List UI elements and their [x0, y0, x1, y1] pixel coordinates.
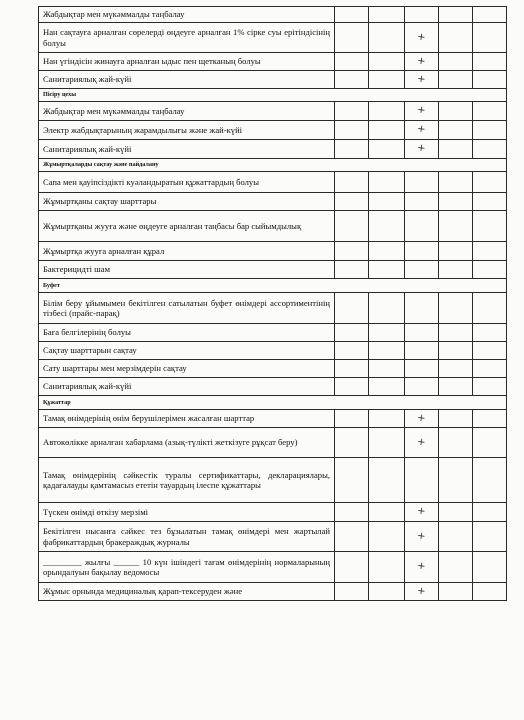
check-mark-cell: [405, 324, 439, 342]
checklist-item-text: Санитариялық жай-күйі: [39, 140, 335, 159]
check-mark-cell: [405, 583, 439, 601]
check-mark-cell: [405, 121, 439, 140]
empty-cell: [473, 324, 507, 342]
section-header-row: [39, 396, 507, 410]
empty-cell: [369, 342, 405, 360]
checklist-row: [39, 172, 507, 193]
check-mark-cell: [405, 410, 439, 428]
empty-cell: [473, 71, 507, 89]
checklist-item-text: Жұмыртқаны жууға және өңдеуге арналған таңбасы бар сыйымдылық: [39, 211, 335, 242]
checklist-item-text: Түскен өнімді өткізу мерзімі: [39, 503, 335, 522]
check-mark-cell: [405, 378, 439, 396]
checklist-row: [39, 428, 507, 458]
checklist-row: [39, 53, 507, 71]
checklist-row: [39, 242, 507, 261]
empty-cell: [439, 583, 473, 601]
empty-cell: [369, 360, 405, 378]
empty-cell: [473, 410, 507, 428]
section-header-row: [39, 279, 507, 293]
checklist-row: [39, 23, 507, 53]
empty-cell: [369, 23, 405, 53]
empty-cell: [335, 211, 369, 242]
check-mark-cell: [405, 428, 439, 458]
check-mark-cell: [405, 342, 439, 360]
empty-cell: [335, 428, 369, 458]
check-mark-cell: [405, 23, 439, 53]
checklist-item-text: Санитариялық жай-күйі: [39, 71, 335, 89]
plus-mark: +: [416, 31, 427, 44]
empty-cell: [369, 522, 405, 552]
empty-cell: [473, 360, 507, 378]
empty-cell: [473, 53, 507, 71]
empty-cell: [369, 503, 405, 522]
empty-cell: [439, 324, 473, 342]
empty-cell: [473, 193, 507, 211]
empty-cell: [473, 172, 507, 193]
empty-cell: [369, 7, 405, 23]
empty-cell: [439, 23, 473, 53]
checklist-row: [39, 7, 507, 23]
checklist-item-text: Тамақ өнімдерінің өнім берушілерімен жасалған шарттар: [39, 410, 335, 428]
empty-cell: [439, 342, 473, 360]
empty-cell: [473, 121, 507, 140]
checklist-row: [39, 293, 507, 324]
plus-mark: +: [416, 505, 427, 518]
checklist-item-text: Тамақ өнімдерінің сәйкестік туралы сертификаттары, декларациялары, қадағалауды қамтамасыз ететін тауардың ілеспе құжаттары: [39, 458, 335, 503]
empty-cell: [369, 71, 405, 89]
section-title: Пісіру цехы: [39, 89, 507, 102]
empty-cell: [369, 324, 405, 342]
checklist-row: [39, 261, 507, 279]
check-mark-cell: [405, 211, 439, 242]
empty-cell: [439, 53, 473, 71]
check-mark-cell: [405, 71, 439, 89]
empty-cell: [473, 293, 507, 324]
check-mark-cell: [405, 53, 439, 71]
empty-cell: [439, 293, 473, 324]
check-mark-cell: [405, 458, 439, 503]
empty-cell: [335, 261, 369, 279]
empty-cell: [473, 342, 507, 360]
empty-cell: [369, 211, 405, 242]
empty-cell: [439, 71, 473, 89]
section-title: Құжаттар: [39, 396, 507, 410]
empty-cell: [335, 503, 369, 522]
checklist-item-text: Бактерицидті шам: [39, 261, 335, 279]
empty-cell: [473, 261, 507, 279]
section-header-row: [39, 89, 507, 102]
empty-cell: [335, 102, 369, 121]
empty-cell: [439, 378, 473, 396]
empty-cell: [335, 193, 369, 211]
empty-cell: [335, 71, 369, 89]
checklist-item-text: Нан үгіндісін жинауға арналған ыдыс пен щетканың болуы: [39, 53, 335, 71]
plus-mark: +: [416, 585, 427, 598]
check-mark-cell: [405, 522, 439, 552]
check-mark-cell: [405, 193, 439, 211]
empty-cell: [439, 458, 473, 503]
empty-cell: [439, 360, 473, 378]
empty-cell: [335, 552, 369, 583]
empty-cell: [473, 7, 507, 23]
empty-cell: [439, 172, 473, 193]
empty-cell: [335, 360, 369, 378]
empty-cell: [473, 428, 507, 458]
checklist-item-text: Баға белгілерінің болуы: [39, 324, 335, 342]
checklist-item-text: _________ жылғы ______ 10 күн ішіндегі тағам өнімдерінің нормаларының орындалуын бақылау ведомосы: [39, 552, 335, 583]
checklist-row: [39, 378, 507, 396]
empty-cell: [335, 458, 369, 503]
plus-mark: +: [416, 123, 427, 136]
plus-mark: +: [416, 560, 427, 573]
checklist-item-text: Электр жабдықтарының жарамдылығы және жай-күйі: [39, 121, 335, 140]
empty-cell: [369, 193, 405, 211]
empty-cell: [473, 522, 507, 552]
checklist-row: [39, 583, 507, 601]
checklist-row: [39, 522, 507, 552]
empty-cell: [439, 503, 473, 522]
empty-cell: [439, 140, 473, 159]
check-mark-cell: [405, 261, 439, 279]
plus-mark: +: [416, 104, 427, 117]
empty-cell: [473, 458, 507, 503]
plus-mark: +: [416, 412, 427, 425]
checklist-row: [39, 102, 507, 121]
checklist-row: [39, 324, 507, 342]
checklist-row: [39, 410, 507, 428]
plus-mark: +: [416, 73, 427, 86]
checklist-row: [39, 342, 507, 360]
checklist-item-text: Жұмыртқаны сақтау шарттары: [39, 193, 335, 211]
empty-cell: [473, 140, 507, 159]
empty-cell: [369, 121, 405, 140]
check-mark-cell: [405, 552, 439, 583]
plus-mark: +: [416, 530, 427, 543]
checklist-item-text: Сату шарттары мен мерзімдерін сақтау: [39, 360, 335, 378]
empty-cell: [473, 23, 507, 53]
empty-cell: [439, 193, 473, 211]
checklist-item-text: Жабдықтар мен мүкәммалды таңбалау: [39, 102, 335, 121]
empty-cell: [369, 261, 405, 279]
empty-cell: [473, 211, 507, 242]
empty-cell: [335, 172, 369, 193]
checklist-row: [39, 552, 507, 583]
empty-cell: [369, 583, 405, 601]
empty-cell: [369, 428, 405, 458]
empty-cell: [335, 7, 369, 23]
checklist-item-text: Автокөлікке арналған хабарлама (азық-түлікті жеткізуге рұқсат беру): [39, 428, 335, 458]
check-mark-cell: [405, 503, 439, 522]
empty-cell: [473, 503, 507, 522]
empty-cell: [473, 242, 507, 261]
checklist-item-text: Нан сақтауға арналған сөрелерді өңдеуге арналған 1% сірке суы ерітіндісінің болуы: [39, 23, 335, 53]
empty-cell: [335, 583, 369, 601]
checklist-row: [39, 360, 507, 378]
checklist-item-text: Жұмыртқа жууға арналған құрал: [39, 242, 335, 261]
checklist-row: [39, 503, 507, 522]
plus-mark: +: [416, 142, 427, 155]
empty-cell: [439, 7, 473, 23]
empty-cell: [335, 324, 369, 342]
checklist-item-text: Жұмыс орнында медициналық қарап-тексеруден және: [39, 583, 335, 601]
checklist-item-text: Жабдықтар мен мүкәммалды таңбалау: [39, 7, 335, 23]
empty-cell: [369, 140, 405, 159]
empty-cell: [439, 552, 473, 583]
check-mark-cell: [405, 172, 439, 193]
empty-cell: [439, 261, 473, 279]
checklist-row: [39, 211, 507, 242]
empty-cell: [473, 552, 507, 583]
check-mark-cell: [405, 360, 439, 378]
empty-cell: [369, 293, 405, 324]
check-mark-cell: [405, 102, 439, 121]
checklist-row: [39, 71, 507, 89]
empty-cell: [335, 522, 369, 552]
empty-cell: [335, 293, 369, 324]
plus-mark: +: [416, 436, 427, 449]
checklist-row: [39, 458, 507, 503]
empty-cell: [473, 583, 507, 601]
checklist-item-text: Сақтау шарттарын сақтау: [39, 342, 335, 360]
checklist-table: [38, 6, 507, 601]
section-header-row: [39, 159, 507, 172]
empty-cell: [335, 53, 369, 71]
empty-cell: [335, 242, 369, 261]
empty-cell: [473, 378, 507, 396]
empty-cell: [369, 53, 405, 71]
empty-cell: [369, 378, 405, 396]
empty-cell: [439, 211, 473, 242]
empty-cell: [439, 428, 473, 458]
empty-cell: [439, 121, 473, 140]
check-mark-cell: [405, 293, 439, 324]
checklist-item-text: Санитариялық жай-күйі: [39, 378, 335, 396]
empty-cell: [369, 242, 405, 261]
checklist-item-text: Сапа мен қауіпсіздікті куәландыратын құжаттардың болуы: [39, 172, 335, 193]
empty-cell: [439, 242, 473, 261]
checklist-row: [39, 193, 507, 211]
empty-cell: [335, 342, 369, 360]
empty-cell: [335, 410, 369, 428]
plus-mark: +: [416, 55, 427, 68]
empty-cell: [335, 140, 369, 159]
empty-cell: [335, 121, 369, 140]
empty-cell: [369, 172, 405, 193]
empty-cell: [439, 102, 473, 121]
checklist-item-text: Білім беру ұйымымен бекітілген сатылатын буфет өнімдері ассортиментінің тізбесі (прайс-парақ): [39, 293, 335, 324]
check-mark-cell: [405, 140, 439, 159]
section-title: Жұмыртқаларды сақтау және пайдалану: [39, 159, 507, 172]
check-mark-cell: [405, 242, 439, 261]
empty-cell: [473, 102, 507, 121]
checklist-item-text: Бекітілген нысанға сәйкес тез бұзылатын тамақ өнімдері мен жартылай фабрикаттардың бракераждық журналы: [39, 522, 335, 552]
check-mark-cell: [405, 7, 439, 23]
empty-cell: [439, 522, 473, 552]
empty-cell: [369, 102, 405, 121]
empty-cell: [335, 23, 369, 53]
empty-cell: [369, 410, 405, 428]
checklist-row: [39, 121, 507, 140]
checklist-row: [39, 140, 507, 159]
empty-cell: [369, 458, 405, 503]
empty-cell: [369, 552, 405, 583]
empty-cell: [439, 410, 473, 428]
section-title: Буфет: [39, 279, 507, 293]
empty-cell: [335, 378, 369, 396]
